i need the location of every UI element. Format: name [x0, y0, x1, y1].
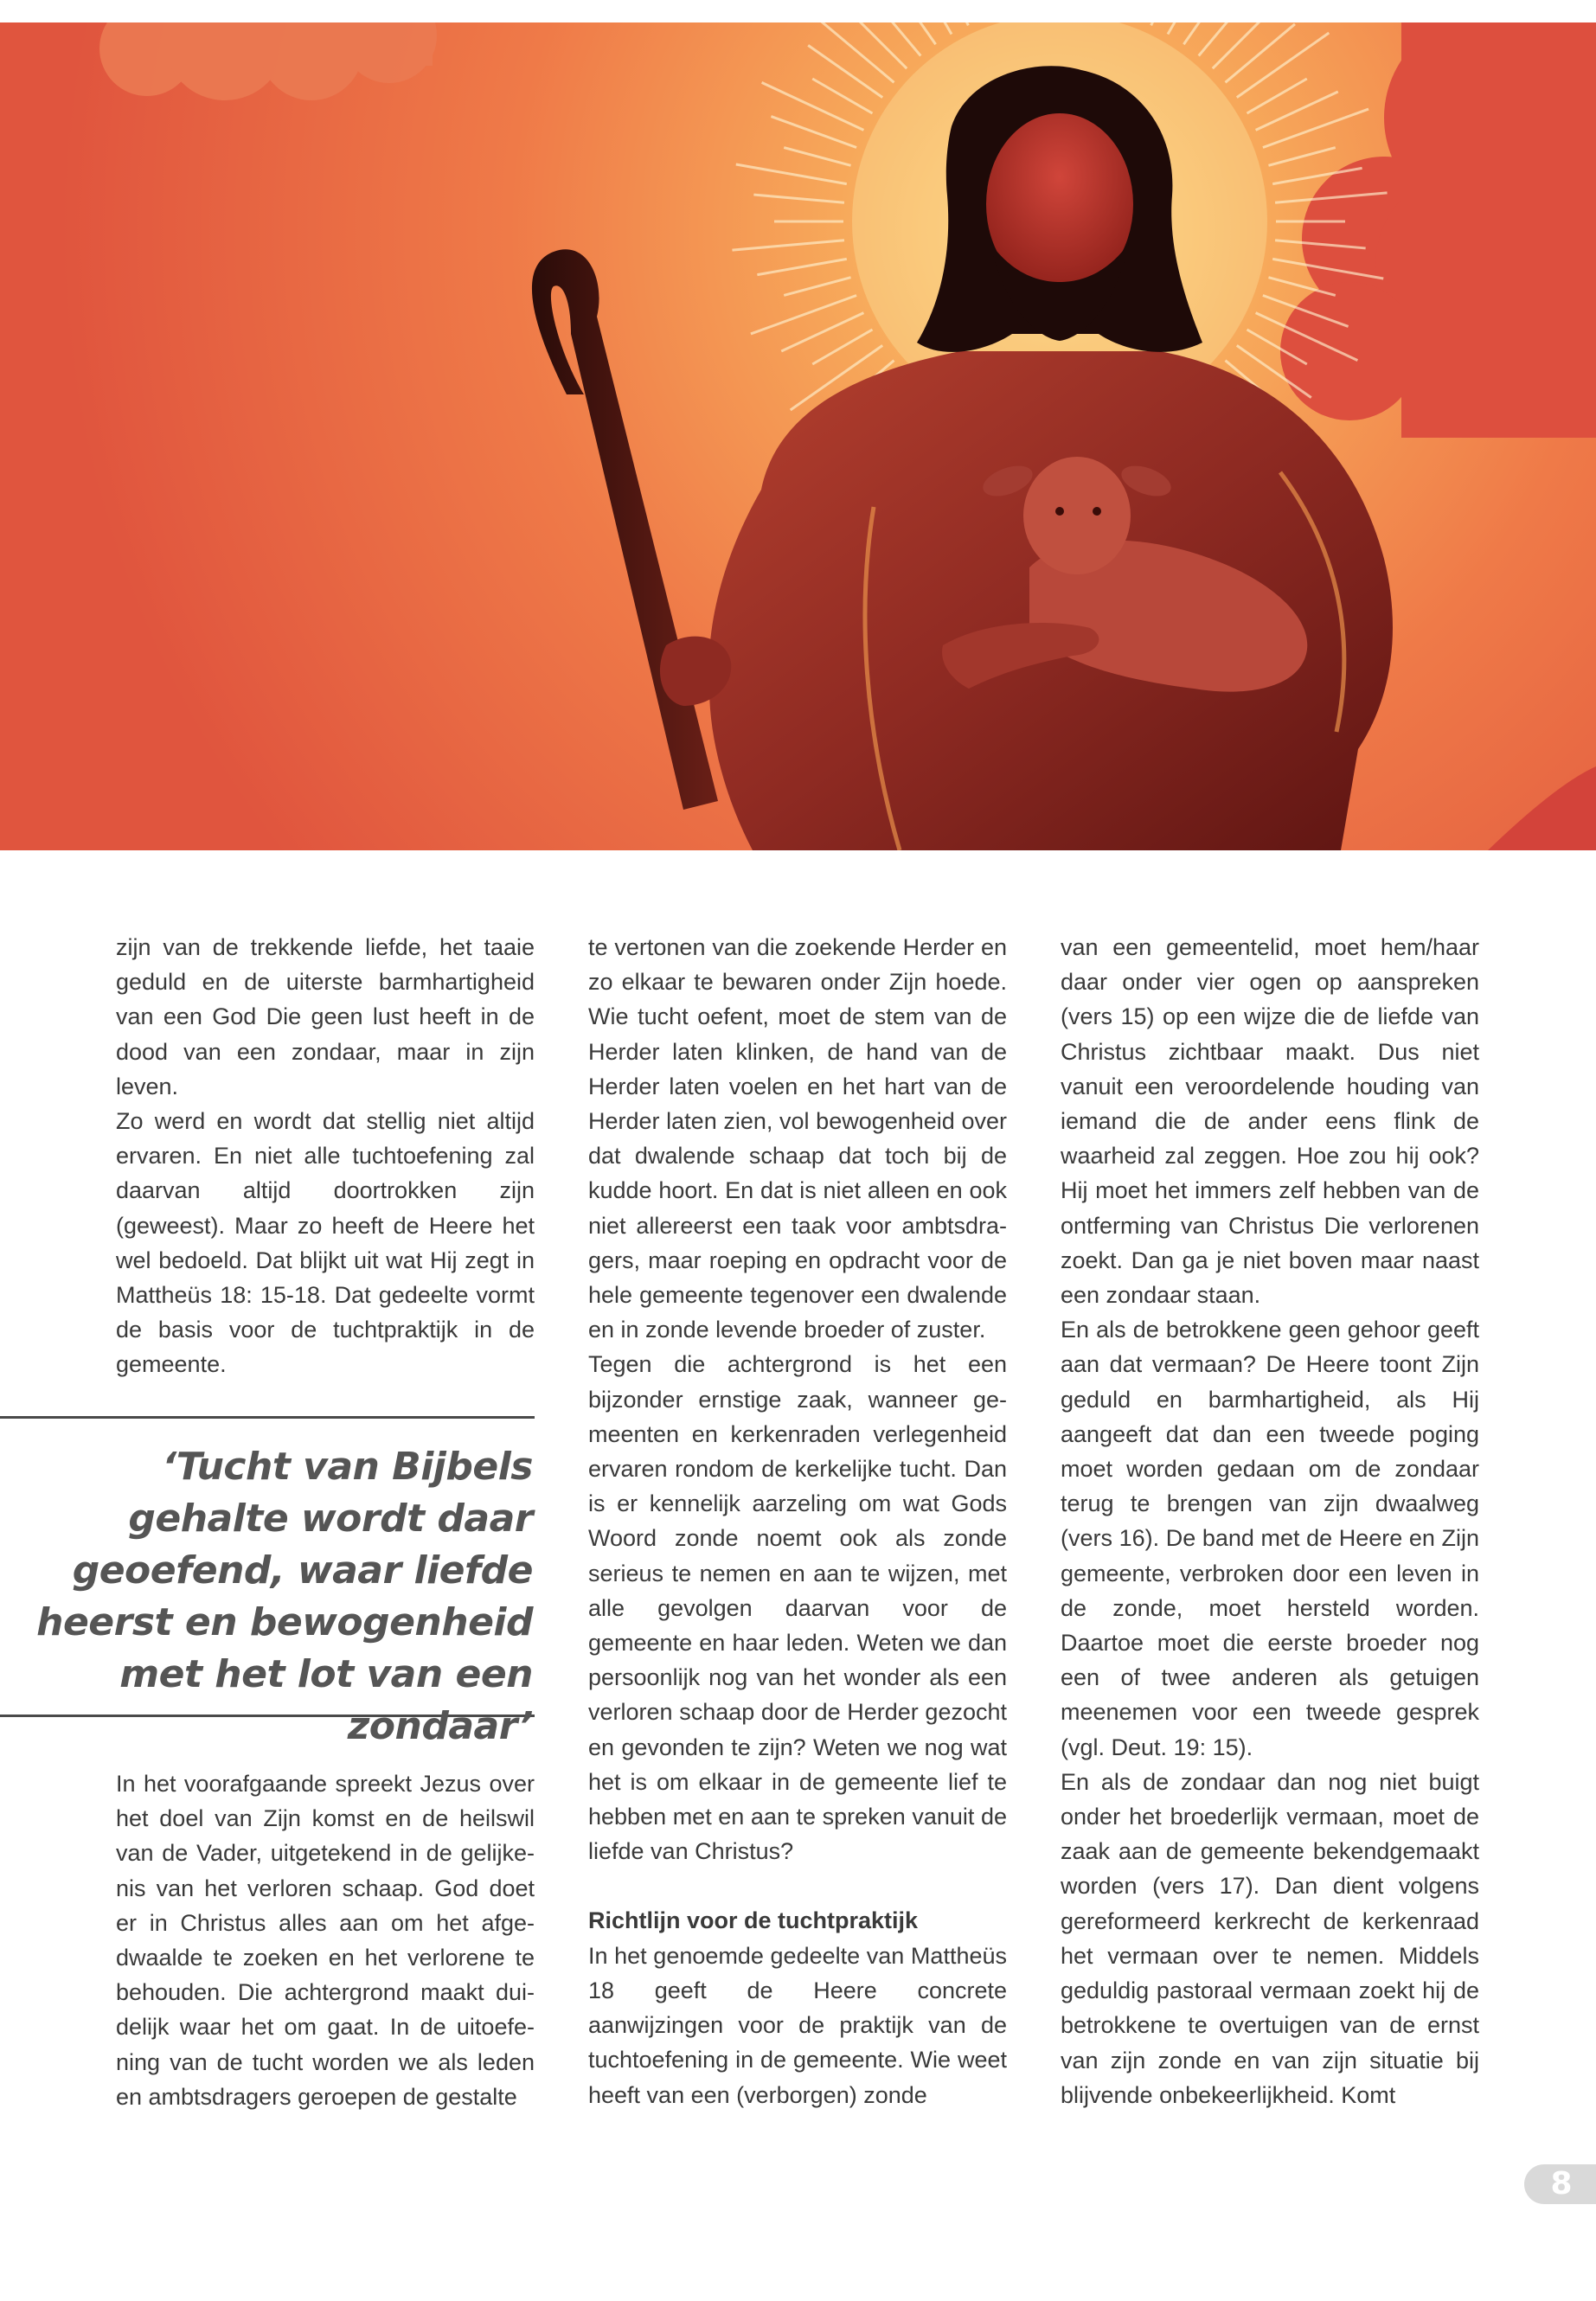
- paragraph: In het genoemde gedeelte van Mattheüs 18 geeft de Heere concrete aanwijzingen voor de praktijk van de tuchtoefening in de gemeente. Wie weet heeft van een (verborgen) zonde: [588, 1942, 1007, 2108]
- paragraph: En als de betrokkene geen gehoor geeft aan dat vermaan? De Heere toont Zijn geduld en barmhartigheid, als Hij aangeeft dat dan een tweede poging moet worden gedaan om de zondaar terug te brengen van zijn dwaalweg (vers 16). De band met de Heere en Zijn gemeente, verbroken door een leven in de zonde, moet hersteld worden. Daartoe moet die eerste broeder nog een of twee anderen als getuigen meenemen voor een tweede gesprek (vgl. Deut. 19: 15).: [1061, 1317, 1479, 1760]
- paragraph: Tegen die achtergrond is het een bijzonder ernstige zaak, wanneer gemeenten en kerkenraden verlegenheid ervaren rondom de kerkelijke tucht. Dan is er kennelijk aarzeling om wat Gods Woord zonde noemt ook als zonde serieus te nemen en aan te wijzen, met alle gevolgen daarvan voor de gemeente en haar leden. Weten we dan persoonlijk nog van het wonder als een verloren schaap door de Herder gezocht en gevonden te zijn? Weten we nog wat het is om elkaar in de gemeente lief te hebben met en aan te spreken vanuit de liefde van Christus?: [588, 1351, 1007, 1865]
- page-number: 8: [1550, 2166, 1573, 2202]
- middle-column: [588, 930, 1007, 2112]
- paragraph: van een gemeentelid, moet hem/haar daar onder vier ogen op aanspreken (vers 15) op een wijze die de liefde van Christus zichtbaar maakt. Dus niet vanuit een veroordelende houding van iemand die de ander eens flink de waarheid zal zeggen. Hoe zou hij ook? Hij moet het immers zelf hebben van de ontferming van Christus Die verlorenen zoekt. Dan ga je niet boven maar naast een zondaar staan.: [1061, 934, 1479, 1309]
- subheading: Richtlijn voor de tuchtpraktijk: [588, 1907, 919, 1934]
- paragraph: En als de zondaar dan nog niet buigt onder het broederlijk vermaan, moet de zaak aan de gemeente bekendgemaakt worden (vers 17). Dan dient volgens gereformeerd kerkrecht de kerkenraad het vermaan over te nemen. Middels geduldig pastoraal vermaan zoekt hij de betrokkene te overtuigen van de ernst van zijn zonde en van zijn situatie bij blijvende onbekeerlijkheid. Komt: [1061, 1768, 1479, 2108]
- paragraph: te vertonen van die zoekende Herder en zo elkaar te bewaren onder Zijn hoede. Wie tucht oefent, moet de stem van de Herder laten klinken, de hand van de Herder laten voelen en het hart van de Herder laten zien, vol bewogenheid over dat dwalende schaap dat toch bij de kudde hoort. En dat is niet alleen en ook niet allereerst een taak voor ambtsdragers, maar roeping en opdracht voor de hele gemeente tegenover een dwalende en in zonde levende broeder of zuster.: [588, 934, 1007, 1343]
- right-column: [1061, 930, 1479, 2112]
- pull-quote: ‘Tucht van Bijbels gehalte wordt daar geoefend, waar liefde heerst en bewogenheid met het lot van een zondaar’: [36, 1445, 533, 1748]
- shepherd-illustration: [0, 22, 1596, 850]
- paragraph: zijn van de trekkende liefde, het taaie geduld en de uiterste barmhartigheid van een God Die geen lust heeft in de dood van een zondaar, maar in zijn leven.: [116, 934, 535, 1099]
- left-column-bottom: [116, 1766, 535, 2114]
- left-column-top: [116, 930, 535, 1382]
- hero-illustration: [0, 22, 1596, 850]
- pull-quote-block: [0, 1416, 535, 1748]
- paragraph: Zo werd en wordt dat stellig niet altijd ervaren. En niet alle tuchtoefening zal daarvan altijd doortrokken zijn (geweest). Maar zo heeft de Heere het wel bedoeld. Dat blijkt uit wat Hij zegt in Mattheüs 18: 15-18. Dat gedeelte vormt de basis voor de tuchtpraktijk in de gemeente.: [116, 1108, 535, 1378]
- paragraph: In het voorafgaande spreekt Jezus over het doel van Zijn komst en de heilswil van de Vader, uitgetekend in de gelijkenis van het verloren schaap. God doet er in Christus alles aan om het afgedwaalde te zoeken en het verlorene te behouden. Die achtergrond maakt duidelijk waar het om gaat. In de uitoefening van de tucht worden we als leden en ambtsdragers geroepen de gestalte: [116, 1771, 535, 2110]
